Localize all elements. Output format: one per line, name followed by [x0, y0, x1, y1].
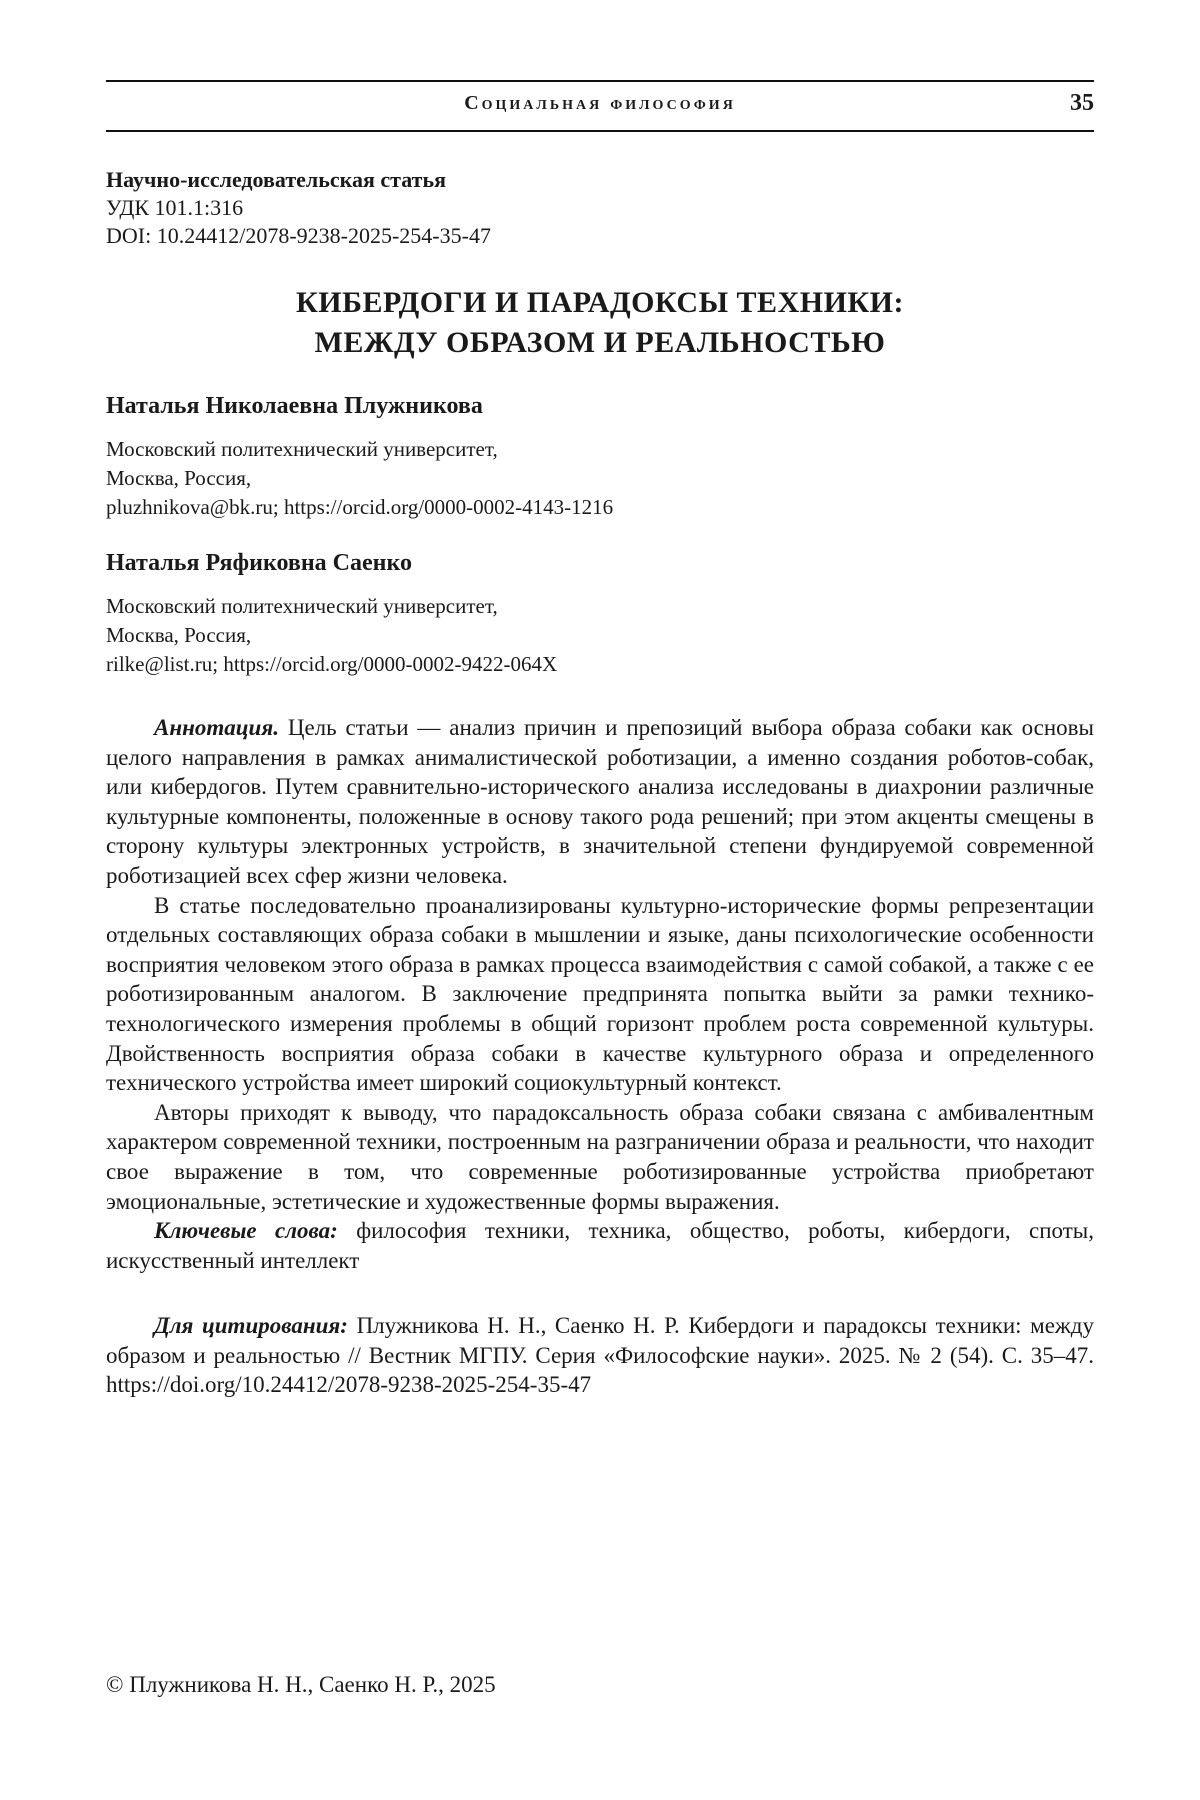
article-meta — [106, 166, 1094, 250]
title-line-2: МЕЖДУ ОБРАЗОМ И РЕАЛЬНОСТЬЮ — [314, 326, 886, 359]
doi-line: DOI: 10.24412/2078-9238-2025-254-35-47 — [106, 223, 491, 248]
article-type: Научно-исследовательская статья — [106, 167, 446, 192]
author-block-1 — [106, 391, 1094, 522]
page-number: 35 — [1070, 90, 1094, 116]
author-contact: rilke@list.ru; https://orcid.org/0000-0002-9422-064X — [106, 652, 558, 676]
keywords — [106, 1216, 1094, 1275]
copyright-notice: © Плужникова Н. Н., Саенко Н. Р., 2025 — [106, 1672, 496, 1697]
author-info — [106, 592, 1094, 679]
citation-label: Для цитирования: — [154, 1313, 348, 1339]
abstract-paragraph-3: Авторы приходят к выводу, что парадоксальность образа собаки связана с амбивалентным характером современной техники, построенным на разграничении образа и реальности, что находит свое выражение в том, что современные роботизированные устройства приобретают эмоциональные, эстетические и художественные формы выражения. — [106, 1099, 1094, 1214]
author-info — [106, 435, 1094, 522]
author-location: Москва, Россия, — [106, 623, 252, 647]
author-name: Наталья Ряфиковна Саенко — [106, 550, 412, 576]
article-title — [106, 283, 1094, 363]
keywords-text: философия техники, техника, общество, роботы, кибердоги, споты, искусственный интеллект — [106, 1218, 1095, 1273]
author-location: Москва, Россия, — [106, 466, 252, 490]
abstract-paragraph-1 — [106, 713, 1094, 891]
author-block-2 — [106, 548, 1094, 679]
abstract-paragraph-2: В статье последовательно проанализированы культурно-исторические формы репрезентации отдельных составляющих образа собаки в мышлении и языке, даны психологические особенности восприятия человеком этого образа в рамках процесса взаимодействия с самой собакой, а также с ее роботизированным аналогом. В заключение предпринята попытка выйти за рамки технико-технологического измерения проблемы в общий горизонт проблем роста современной культуры. Двойственность восприятия образа собаки в качестве культурного образа и определенного технического устройства имеет широкий социокультурный контекст. — [106, 892, 1094, 1096]
running-title: Социальная философия — [464, 92, 736, 114]
abstract — [106, 713, 1094, 1275]
author-affiliation: Московский политехнический университет, — [106, 594, 498, 618]
author-name: Наталья Николаевна Плужникова — [106, 393, 483, 419]
keywords-label: Ключевые слова: — [154, 1218, 338, 1244]
title-line-1: КИБЕРДОГИ И ПАРАДОКСЫ ТЕХНИКИ: — [296, 286, 904, 319]
citation — [106, 1311, 1094, 1400]
abstract-label: Аннотация. — [154, 715, 279, 740]
running-header — [106, 80, 1094, 132]
abstract-text-1: Цель статьи — анализ причин и препозиций выбора образа собаки как основы целого направления в рамках анималистической роботизации, а именно создания роботов-собак, или кибердогов. Путем сравнительно-исторического анализа исследованы в диахронии различные культурные компоненты, положенные в основу такого рода решений; при этом акценты смещены в сторону культуры электронных устройств, в значительной степени фундируемой современной роботизацией всех сфер жизни человека. — [106, 715, 1094, 888]
journal-page — [106, 80, 1094, 1400]
citation-text: Плужникова Н. Н., Саенко Н. Р. Кибердоги и парадоксы техники: между образом и реальностью // Вестник МГПУ. Серия «Философские науки». 2025. № 2 (54). С. 35–47. https://doi.org/10.24412/2078-9238-2025-254-35-47 — [106, 1313, 1095, 1398]
author-contact: pluzhnikova@bk.ru; https://orcid.org/0000-0002-4143-1216 — [106, 495, 614, 519]
author-affiliation: Московский политехнический университет, — [106, 437, 498, 461]
udc-code: УДК 101.1:316 — [106, 195, 244, 220]
